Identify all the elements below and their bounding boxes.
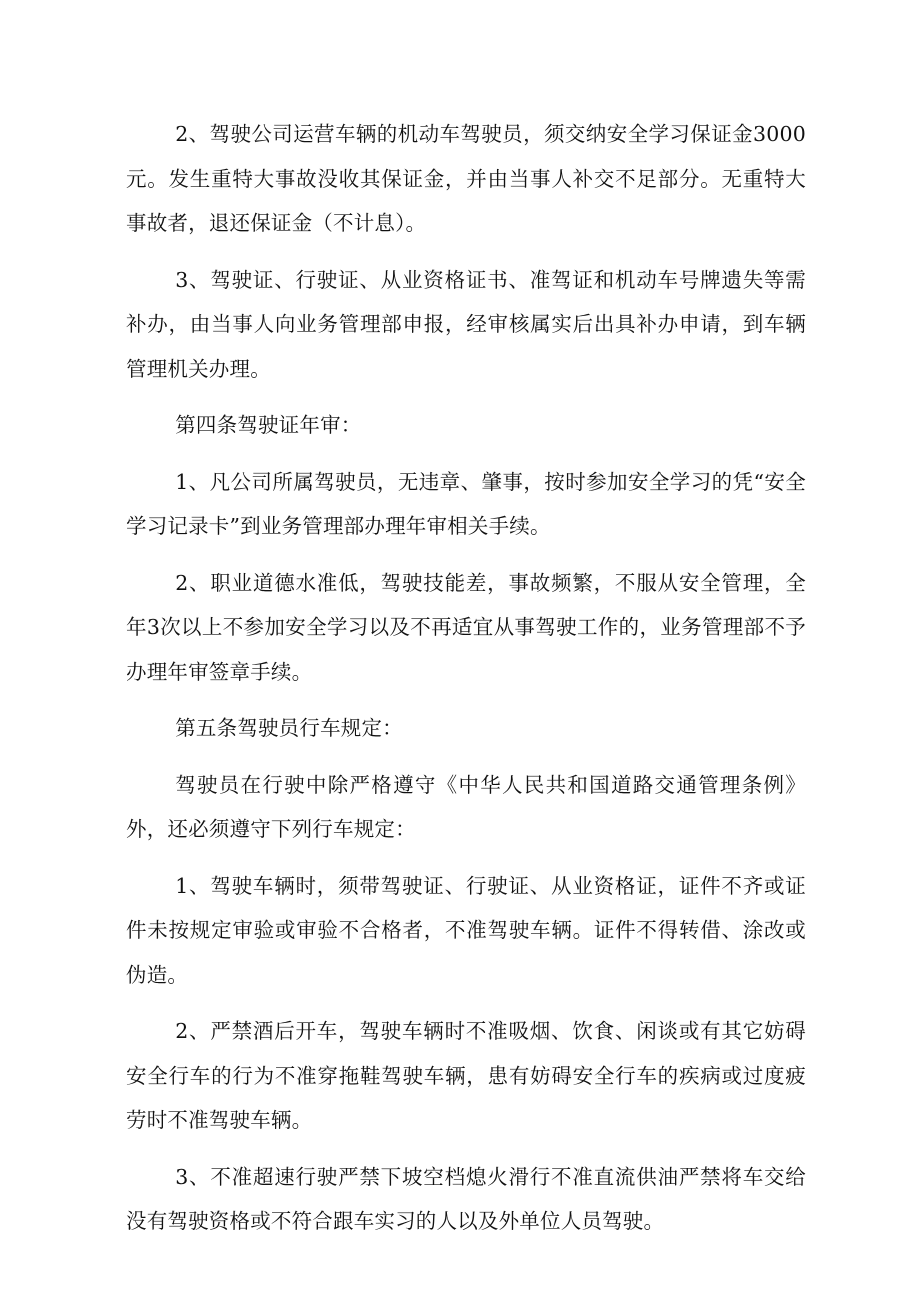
document-body xyxy=(126,112,806,1256)
paragraph-lost-documents-rule: 3、驾驶证、行驶证、从业资格证书、准驾证和机动车号牌遗失等需补办，由当事人向业务管理部申报，经审核属实后出具补办申请，到车辆管理机关办理。 xyxy=(126,267,806,381)
paragraph-annual-review-eligible: 1、凡公司所属驾驶员，无违章、肇事，按时参加安全学习的凭“安全学习记录卡”到业务管理部办理年审相关手续。 xyxy=(126,469,806,538)
paragraph-no-speeding-rule: 3、不准超速行驶严禁下坡空档熄火滑行不准直流供油严禁将车交给没有驾驶资格或不符合跟车实习的人以及外单位人员驾驶。 xyxy=(126,1164,806,1233)
paragraph-carry-documents-rule: 1、驾驶车辆时，须带驾驶证、行驶证、从业资格证，证件不齐或证件未按规定审验或审验不合格者，不准驾驶车辆。证件不得转借、涂改或伪造。 xyxy=(126,873,806,987)
paragraph-deposit-rule: 2、驾驶公司运营车辆的机动车驾驶员，须交纳安全学习保证金3000元。发生重特大事故没收其保证金，并由当事人补交不足部分。无重特大事故者，退还保证金（不计息）。 xyxy=(126,122,806,235)
paragraph-annual-review-denied: 2、职业道德水准低，驾驶技能差，事故频繁，不服从安全管理，全年3次以上不参加安全学习以及不再适宜从事驾驶工作的，业务管理部不予办理年审签章手续。 xyxy=(126,570,806,684)
heading-article-five: 第五条驾驶员行车规定： xyxy=(175,716,403,740)
paragraph-no-drink-driving-rule: 2、严禁酒后开车，驾驶车辆时不准吸烟、饮食、闲谈或有其它妨碍安全行车的行为不准穿拖鞋驾驶车辆，患有妨碍安全行车的疾病或过度疲劳时不准驾驶车辆。 xyxy=(126,1019,806,1132)
heading-article-four: 第四条驾驶证年审： xyxy=(175,413,362,437)
paragraph-driving-rules-intro: 驾驶员在行驶中除严格遵守《中华人民共和国道路交通管理条例》外，还必须遵守下列行车规定： xyxy=(126,772,806,841)
